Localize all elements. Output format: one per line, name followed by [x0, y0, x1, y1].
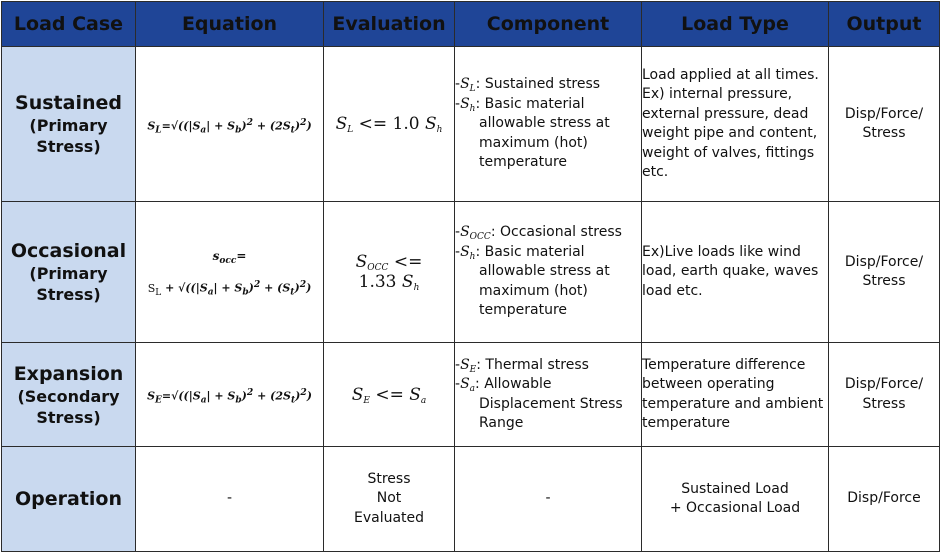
component-operation: - [455, 447, 642, 552]
component-item: $-S_a$: Allowable Displacement Stress Range [455, 376, 623, 431]
table-row-sustained [2, 47, 940, 202]
equation-operation: - [136, 447, 324, 552]
component-item: $-S_h$: Basic material allowable stress at maximum (hot) temperature [455, 243, 610, 319]
header-evaluation: Evaluation [324, 2, 455, 47]
header-output: Output [829, 2, 940, 47]
table-row-occasional [2, 202, 940, 343]
evaluation-operation: Stress Not Evaluated [324, 447, 455, 552]
load-case-sustained: Sustained (Primary Stress) [2, 47, 136, 202]
table-row-expansion [2, 343, 940, 447]
component-item: $-S_E$: Thermal stress [455, 356, 589, 375]
component-occasional [455, 202, 642, 343]
component-item: $-S_L$: Sustained stress [455, 76, 601, 95]
component-expansion [455, 343, 642, 447]
component-item: $-S_{OCC}$: Occasional stress [455, 224, 622, 243]
output-operation: Disp/Force [829, 447, 940, 552]
load-type-operation: Sustained Load + Occasional Load [642, 447, 829, 552]
header-component: Component [455, 2, 642, 47]
load-type-expansion: Temperature difference between operating temperature and ambient temperature [642, 343, 829, 447]
output-expansion: Disp/Force/ Stress [829, 343, 940, 447]
load-case-occasional: Occasional (Primary Stress) [2, 202, 136, 343]
load-case-expansion: Expansion (Secondary Stress) [2, 343, 136, 447]
header-load-case: Load Case [2, 2, 136, 47]
equation-expansion: $S_E=√((|S_a| + S_b)^2 + (2S_t)^2)$ [136, 343, 324, 447]
equation-text: $S_L=√((|S_a| + S_b)^2 + (2S_t)^2)$ [147, 116, 312, 136]
evaluation-sustained: $S_L <= 1.0$ $S_h$ [324, 47, 455, 202]
component-item: $-S_h$: Basic material allowable stress at maximum (hot) temperature [455, 95, 610, 171]
equation-sustained [136, 47, 324, 202]
component-sustained [455, 47, 642, 202]
header-load-type: Load Type [642, 2, 829, 47]
header-row [2, 2, 940, 47]
load-case-operation: Operation [2, 447, 136, 552]
load-case-table [1, 1, 940, 552]
load-type-sustained: Load applied at all times. Ex) internal pressure, external pressure, dead weight pipe and content, weight of valves, fittings etc. [642, 47, 829, 202]
output-sustained: Disp/Force/ Stress [829, 47, 940, 202]
output-occasional: Disp/Force/ Stress [829, 202, 940, 343]
header-equation: Equation [136, 2, 324, 47]
evaluation-expansion: $S_E <= S_a$ [324, 343, 455, 447]
load-type-occasional: Ex)Live loads like wind load, earth quake, waves load etc. [642, 202, 829, 343]
evaluation-occasional: $S_{OCC}$ <= 1.33 $S_h$ [324, 202, 455, 343]
table-row-operation [2, 447, 940, 552]
equation-occasional: $s_{occ}=$ $S_L + √((|S_a| + S_b)^2 + (S_t)^2)$ [136, 202, 324, 343]
